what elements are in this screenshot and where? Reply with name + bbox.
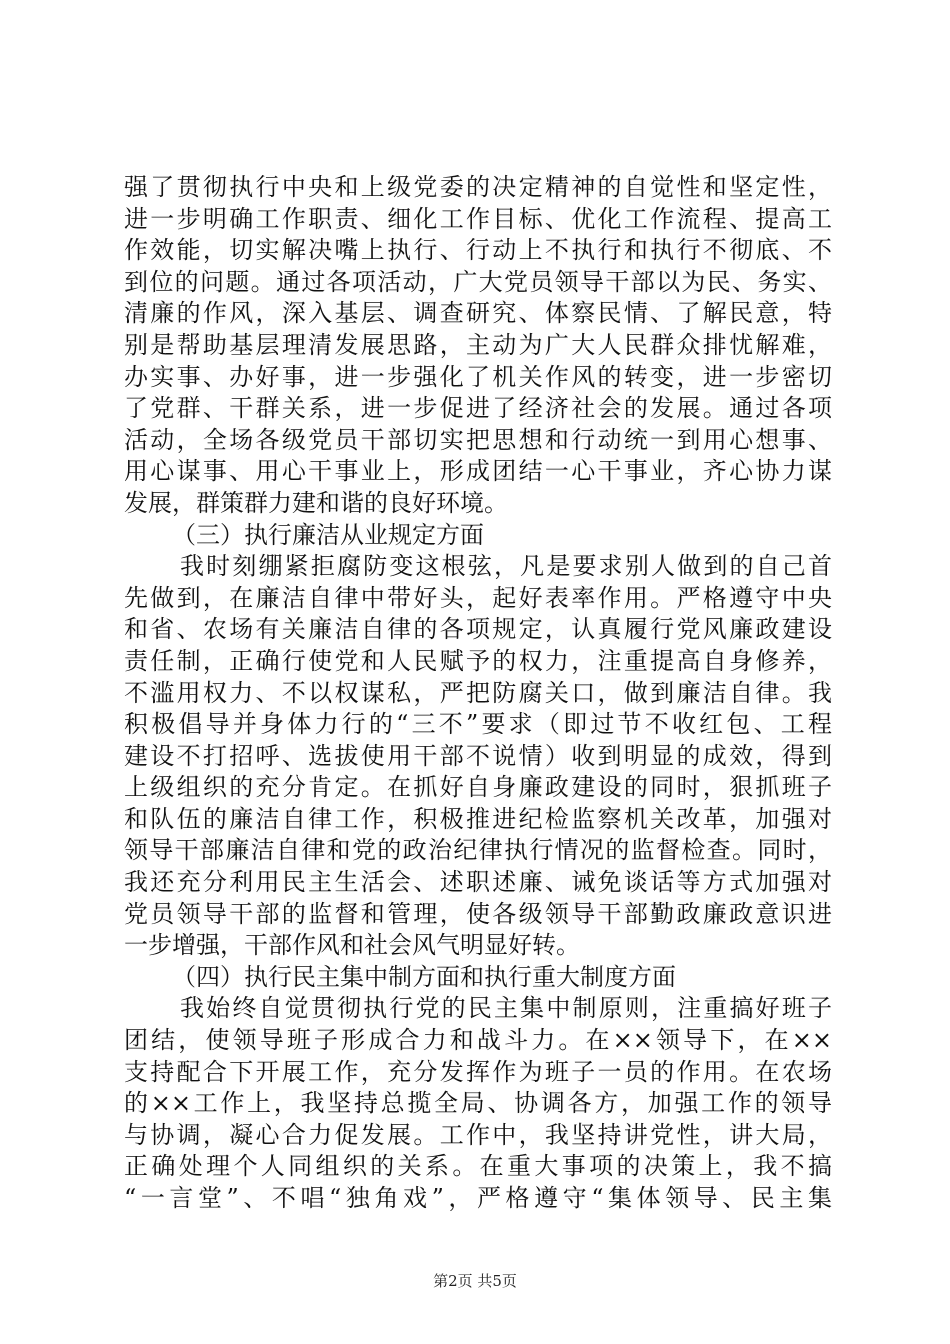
paragraph-first-line: 我时刻绷紧拒腐防变这根弦，凡是要求别人做到的自己首 xyxy=(180,552,832,581)
text-line: 办实事、办好事，进一步强化了机关作风的转变，进一步密切 xyxy=(124,362,832,391)
text-line: 了党群、干群关系，进一步促进了经济社会的发展。通过各项 xyxy=(124,394,832,423)
text-line: 不滥用权力、不以权谋私，严把防腐关口，做到廉洁自律。我 xyxy=(124,678,832,707)
text-line: 支持配合下开展工作，充分发挥作为班子一员的作用。在农场 xyxy=(124,1057,832,1086)
text-line: 上级组织的充分肯定。在抓好自身廉政建设的同时，狠抓班子 xyxy=(124,773,832,802)
text-line: 到位的问题。通过各项活动，广大党员领导干部以为民、务实、 xyxy=(124,267,832,296)
text-line: 作效能，切实解决嘴上执行、行动上不执行和执行不彻底、不 xyxy=(124,236,832,265)
section-heading: （四）执行民主集中制方面和执行重大制度方面 xyxy=(172,962,676,991)
text-line: 党员领导干部的监督和管理，使各级领导干部勤政廉政意识进 xyxy=(124,899,832,928)
text-line: 清廉的作风，深入基层、调查研究、体察民情、了解民意，特 xyxy=(124,299,832,328)
text-line: 和省、农场有关廉洁自律的各项规定，认真履行党风廉政建设 xyxy=(124,615,832,644)
text-line: 别是帮助基层理清发展思路，主动为广大人民群众排忧解难， xyxy=(124,330,832,359)
text-line: 发展，群策群力建和谐的良好环境。 xyxy=(124,488,508,517)
text-line: 和队伍的廉洁自律工作，积极推进纪检监察机关改革，加强对 xyxy=(124,804,832,833)
text-line: 我还充分利用民主生活会、述职述廉、诫免谈话等方式加强对 xyxy=(124,868,832,897)
text-line: 的××工作上，我坚持总揽全局、协调各方，加强工作的领导 xyxy=(124,1089,832,1118)
document-body xyxy=(124,172,832,1215)
text-line: 强了贯彻执行中央和上级党委的决定精神的自觉性和坚定性， xyxy=(124,173,832,201)
page-footer: 第2页 共5页 xyxy=(433,1272,517,1290)
section-heading: （三）执行廉洁从业规定方面 xyxy=(172,520,484,549)
text-line: 进一步明确工作职责、细化工作目标、优化工作流程、提高工 xyxy=(124,204,832,233)
text-line: 领导干部廉洁自律和党的政治纪律执行情况的监督检查。同时， xyxy=(124,836,832,865)
text-line: 正确处理个人同组织的关系。在重大事项的决策上，我不搞 xyxy=(124,1152,832,1181)
text-line: 用心谋事、用心干事业上，形成团结一心干事业，齐心协力谋 xyxy=(124,457,832,486)
text-line: 活动，全场各级党员干部切实把思想和行动统一到用心想事、 xyxy=(124,425,832,454)
text-line: 与协调，凝心合力促发展。工作中，我坚持讲党性，讲大局， xyxy=(124,1120,832,1149)
text-line: 积极倡导并身体力行的“三不”要求（即过节不收红包、工程 xyxy=(124,710,832,739)
text-line: 团结，使领导班子形成合力和战斗力。在××领导下，在×× xyxy=(124,1026,832,1055)
text-line: 责任制，正确行使党和人民赋予的权力，注重提高自身修养， xyxy=(124,646,832,675)
text-line: 一步增强，干部作风和社会风气明显好转。 xyxy=(124,931,580,960)
text-line: “一言堂”、不唱“独角戏”，严格遵守“集体领导、民主集 xyxy=(124,1184,832,1212)
text-line: 先做到，在廉洁自律中带好头，起好表率作用。严格遵守中央 xyxy=(124,583,832,612)
paragraph-first-line: 我始终自觉贯彻执行党的民主集中制原则，注重搞好班子 xyxy=(180,994,832,1023)
text-line: 建设不打招呼、选拔使用干部不说情）收到明显的成效，得到 xyxy=(124,741,832,770)
